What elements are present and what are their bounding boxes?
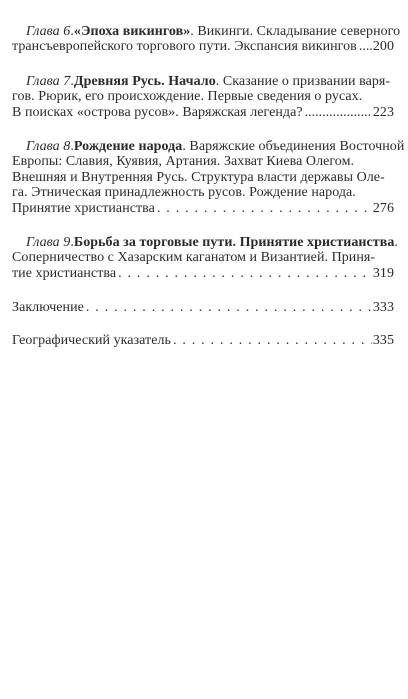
page-number: 333: [372, 300, 394, 316]
chapter-description: га. Этническая принадлежность русов. Рождение народа.: [12, 185, 356, 201]
section-title: Географический указатель: [12, 333, 171, 349]
page-number: 200: [372, 39, 394, 55]
chapter-description: Европы: Славия, Куявия, Артания. Захват Киева Олегом.: [12, 154, 355, 170]
chapter-label: Глава 9: [26, 234, 71, 250]
toc-line: [12, 234, 398, 250]
page-number: 223: [372, 104, 394, 120]
chapter-description: гов. Рюрик, его происхождение. Первые сведения о русах.: [12, 89, 363, 105]
dot-leader: [118, 266, 372, 281]
table-of-contents: [12, 24, 405, 349]
chapter-description: В поисках «острова русов». Варяжская легенда?: [12, 104, 303, 120]
toc-line: [12, 266, 394, 281]
toc-line: [12, 154, 394, 169]
section-title: Заключение: [12, 300, 84, 316]
toc-line: [12, 170, 394, 185]
label-separator: .: [70, 138, 74, 154]
toc-line: [12, 74, 394, 89]
toc-entry-chapter-8[interactable]: [12, 138, 405, 216]
toc-line: [12, 201, 394, 216]
chapter-description: Соперничество с Хазарским каганатом и Византией. Приня-: [12, 250, 376, 266]
toc-line: [12, 24, 401, 39]
toc-line: [12, 138, 405, 154]
toc-entry-chapter-9[interactable]: [12, 234, 398, 281]
dot-leader: [359, 39, 372, 54]
chapter-description: трансъевропейского торгового пути. Экспансия викингов: [12, 39, 357, 55]
chapter-title: Древняя Русь. Начало: [73, 73, 216, 89]
toc-line: [12, 39, 394, 54]
dot-leader: [86, 300, 372, 315]
chapter-label: Глава 8: [26, 138, 71, 154]
toc-entry-chapter-7[interactable]: [12, 74, 394, 120]
toc-entry-geographic-index[interactable]: [12, 333, 394, 348]
toc-line: [12, 333, 394, 348]
toc-line: [12, 89, 394, 104]
chapter-description: . Викинги. Складывание северного: [190, 24, 401, 39]
label-separator: .: [70, 73, 74, 89]
page-number: 319: [372, 265, 394, 281]
dot-leader: [157, 201, 372, 216]
toc-line: [12, 250, 394, 265]
chapter-label: Глава 7: [26, 73, 71, 89]
chapter-description: .: [394, 234, 398, 250]
label-separator: .: [70, 24, 74, 39]
toc-entry-chapter-6[interactable]: [12, 24, 401, 55]
label-separator: .: [70, 234, 74, 250]
toc-line: [12, 185, 394, 200]
chapter-title: Рождение народа: [73, 138, 183, 154]
toc-line: [12, 105, 394, 120]
chapter-description: Принятие христианства: [12, 200, 155, 216]
chapter-description: Внешняя и Внутренняя Русь. Структура власти державы Оле-: [12, 169, 385, 185]
chapter-title: Борьба за торговые пути. Принятие христианства: [73, 234, 395, 250]
chapter-title: «Эпоха викингов»: [73, 24, 191, 39]
toc-line: [12, 300, 394, 315]
chapter-description: . Сказание о призвании варя-: [215, 73, 391, 89]
chapter-description: . Варяжские объединения Восточной: [182, 138, 405, 154]
dot-leader: [305, 105, 372, 120]
dot-leader: [173, 333, 372, 348]
chapter-label: Глава 6: [26, 24, 71, 39]
page-number: 335: [372, 333, 394, 349]
toc-entry-conclusion[interactable]: [12, 300, 394, 315]
chapter-description: тие христианства: [12, 265, 117, 281]
page-number: 276: [372, 200, 394, 216]
